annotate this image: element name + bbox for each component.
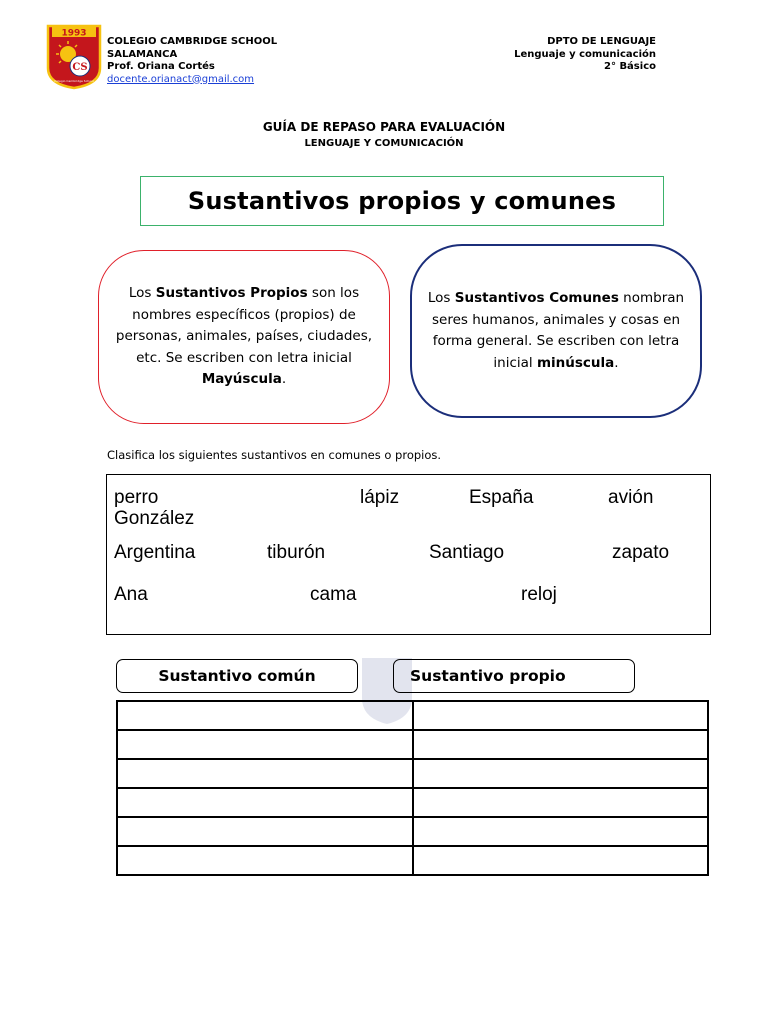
topic-title-box — [140, 176, 664, 226]
teacher-email-link[interactable]: docente.orianact@gmail.com — [107, 73, 255, 85]
guide-subtitle: LENGUAJE Y COMUNICACIÓN — [304, 138, 464, 149]
table-row — [117, 846, 708, 875]
comunes-pre: Los — [427, 290, 455, 306]
bubble-sustantivos-comunes — [410, 244, 702, 418]
subject-name: Lenguaje y comunicación — [514, 48, 656, 60]
word-item: Ana — [114, 584, 148, 605]
word-item: Argentina — [114, 542, 196, 563]
logo-year: 1993 — [61, 28, 87, 39]
grade-level: 2° Básico — [604, 61, 656, 72]
answer-cell-propio[interactable] — [413, 846, 709, 875]
bubble-sustantivos-propios — [98, 250, 390, 424]
word-item: lápiz — [360, 487, 400, 508]
propios-definition — [99, 283, 389, 391]
comunes-emph: minúscula — [536, 354, 615, 371]
propios-emph: Mayúscula — [201, 371, 282, 388]
answer-cell-propio[interactable] — [413, 730, 709, 759]
comunes-post: . — [614, 354, 619, 371]
table-row — [117, 759, 708, 788]
logo-initials: CS — [72, 62, 88, 73]
word-item: Santiago — [429, 542, 505, 563]
teacher-name: Prof. Oriana Cortés — [107, 61, 215, 72]
propios-post: . — [281, 371, 287, 388]
instruction-text: Clasifica los siguientes sustantivos en comunes o propios. — [107, 448, 442, 462]
table-row — [117, 730, 708, 759]
answer-cell-comun[interactable] — [117, 817, 413, 846]
table-row — [117, 788, 708, 817]
word-item: perro — [114, 487, 159, 508]
answer-cell-propio[interactable] — [413, 817, 709, 846]
answer-cell-comun[interactable] — [117, 788, 413, 817]
column-header-comun: Sustantivo común — [116, 659, 358, 693]
word-bank-box — [106, 474, 711, 635]
word-item: tiburón — [267, 542, 326, 563]
word-item: España — [469, 487, 534, 508]
word-item: reloj — [521, 584, 557, 605]
answer-cell-propio[interactable] — [413, 759, 709, 788]
column-header-propio: Sustantivo propio — [393, 659, 635, 693]
propios-pre: Los — [128, 285, 156, 302]
answer-cell-propio[interactable] — [413, 701, 709, 730]
answer-cell-comun[interactable] — [117, 759, 413, 788]
propios-term: Sustantivos Propios — [155, 285, 308, 302]
school-name: COLEGIO CAMBRIDGE SCHOOL — [107, 36, 278, 47]
table-row — [117, 817, 708, 846]
word-item: González — [114, 508, 195, 529]
answer-cell-comun[interactable] — [117, 846, 413, 875]
word-item: cama — [310, 584, 357, 605]
department-info — [456, 36, 656, 74]
propios-mid: son los nombres específicos (propios) de personas, animales, países, ciudades, etc. Se escriben con letra inicial — [115, 285, 373, 366]
school-logo — [46, 24, 102, 90]
department-name: DPTO DE LENGUAJE — [547, 36, 656, 47]
word-item: avión — [608, 487, 654, 508]
comunes-definition — [412, 288, 700, 374]
comunes-mid: nombran seres humanos, animales y cosas en forma general. Se escriben con letra inicial — [431, 290, 685, 371]
classification-table — [116, 700, 709, 876]
guide-title: GUÍA DE REPASO PARA EVALUACIÓN — [262, 120, 506, 134]
table-row — [117, 701, 708, 730]
logo-arc-text: Colegio Cambridge School — [54, 79, 94, 83]
comunes-term: Sustantivos Comunes — [454, 290, 619, 306]
school-city: SALAMANCA — [107, 48, 178, 60]
word-item: zapato — [612, 542, 670, 563]
school-info — [107, 36, 277, 86]
topic-title: Sustantivos propios y comunes — [187, 187, 617, 215]
answer-cell-propio[interactable] — [413, 788, 709, 817]
answer-cell-comun[interactable] — [117, 701, 413, 730]
answer-cell-comun[interactable] — [117, 730, 413, 759]
